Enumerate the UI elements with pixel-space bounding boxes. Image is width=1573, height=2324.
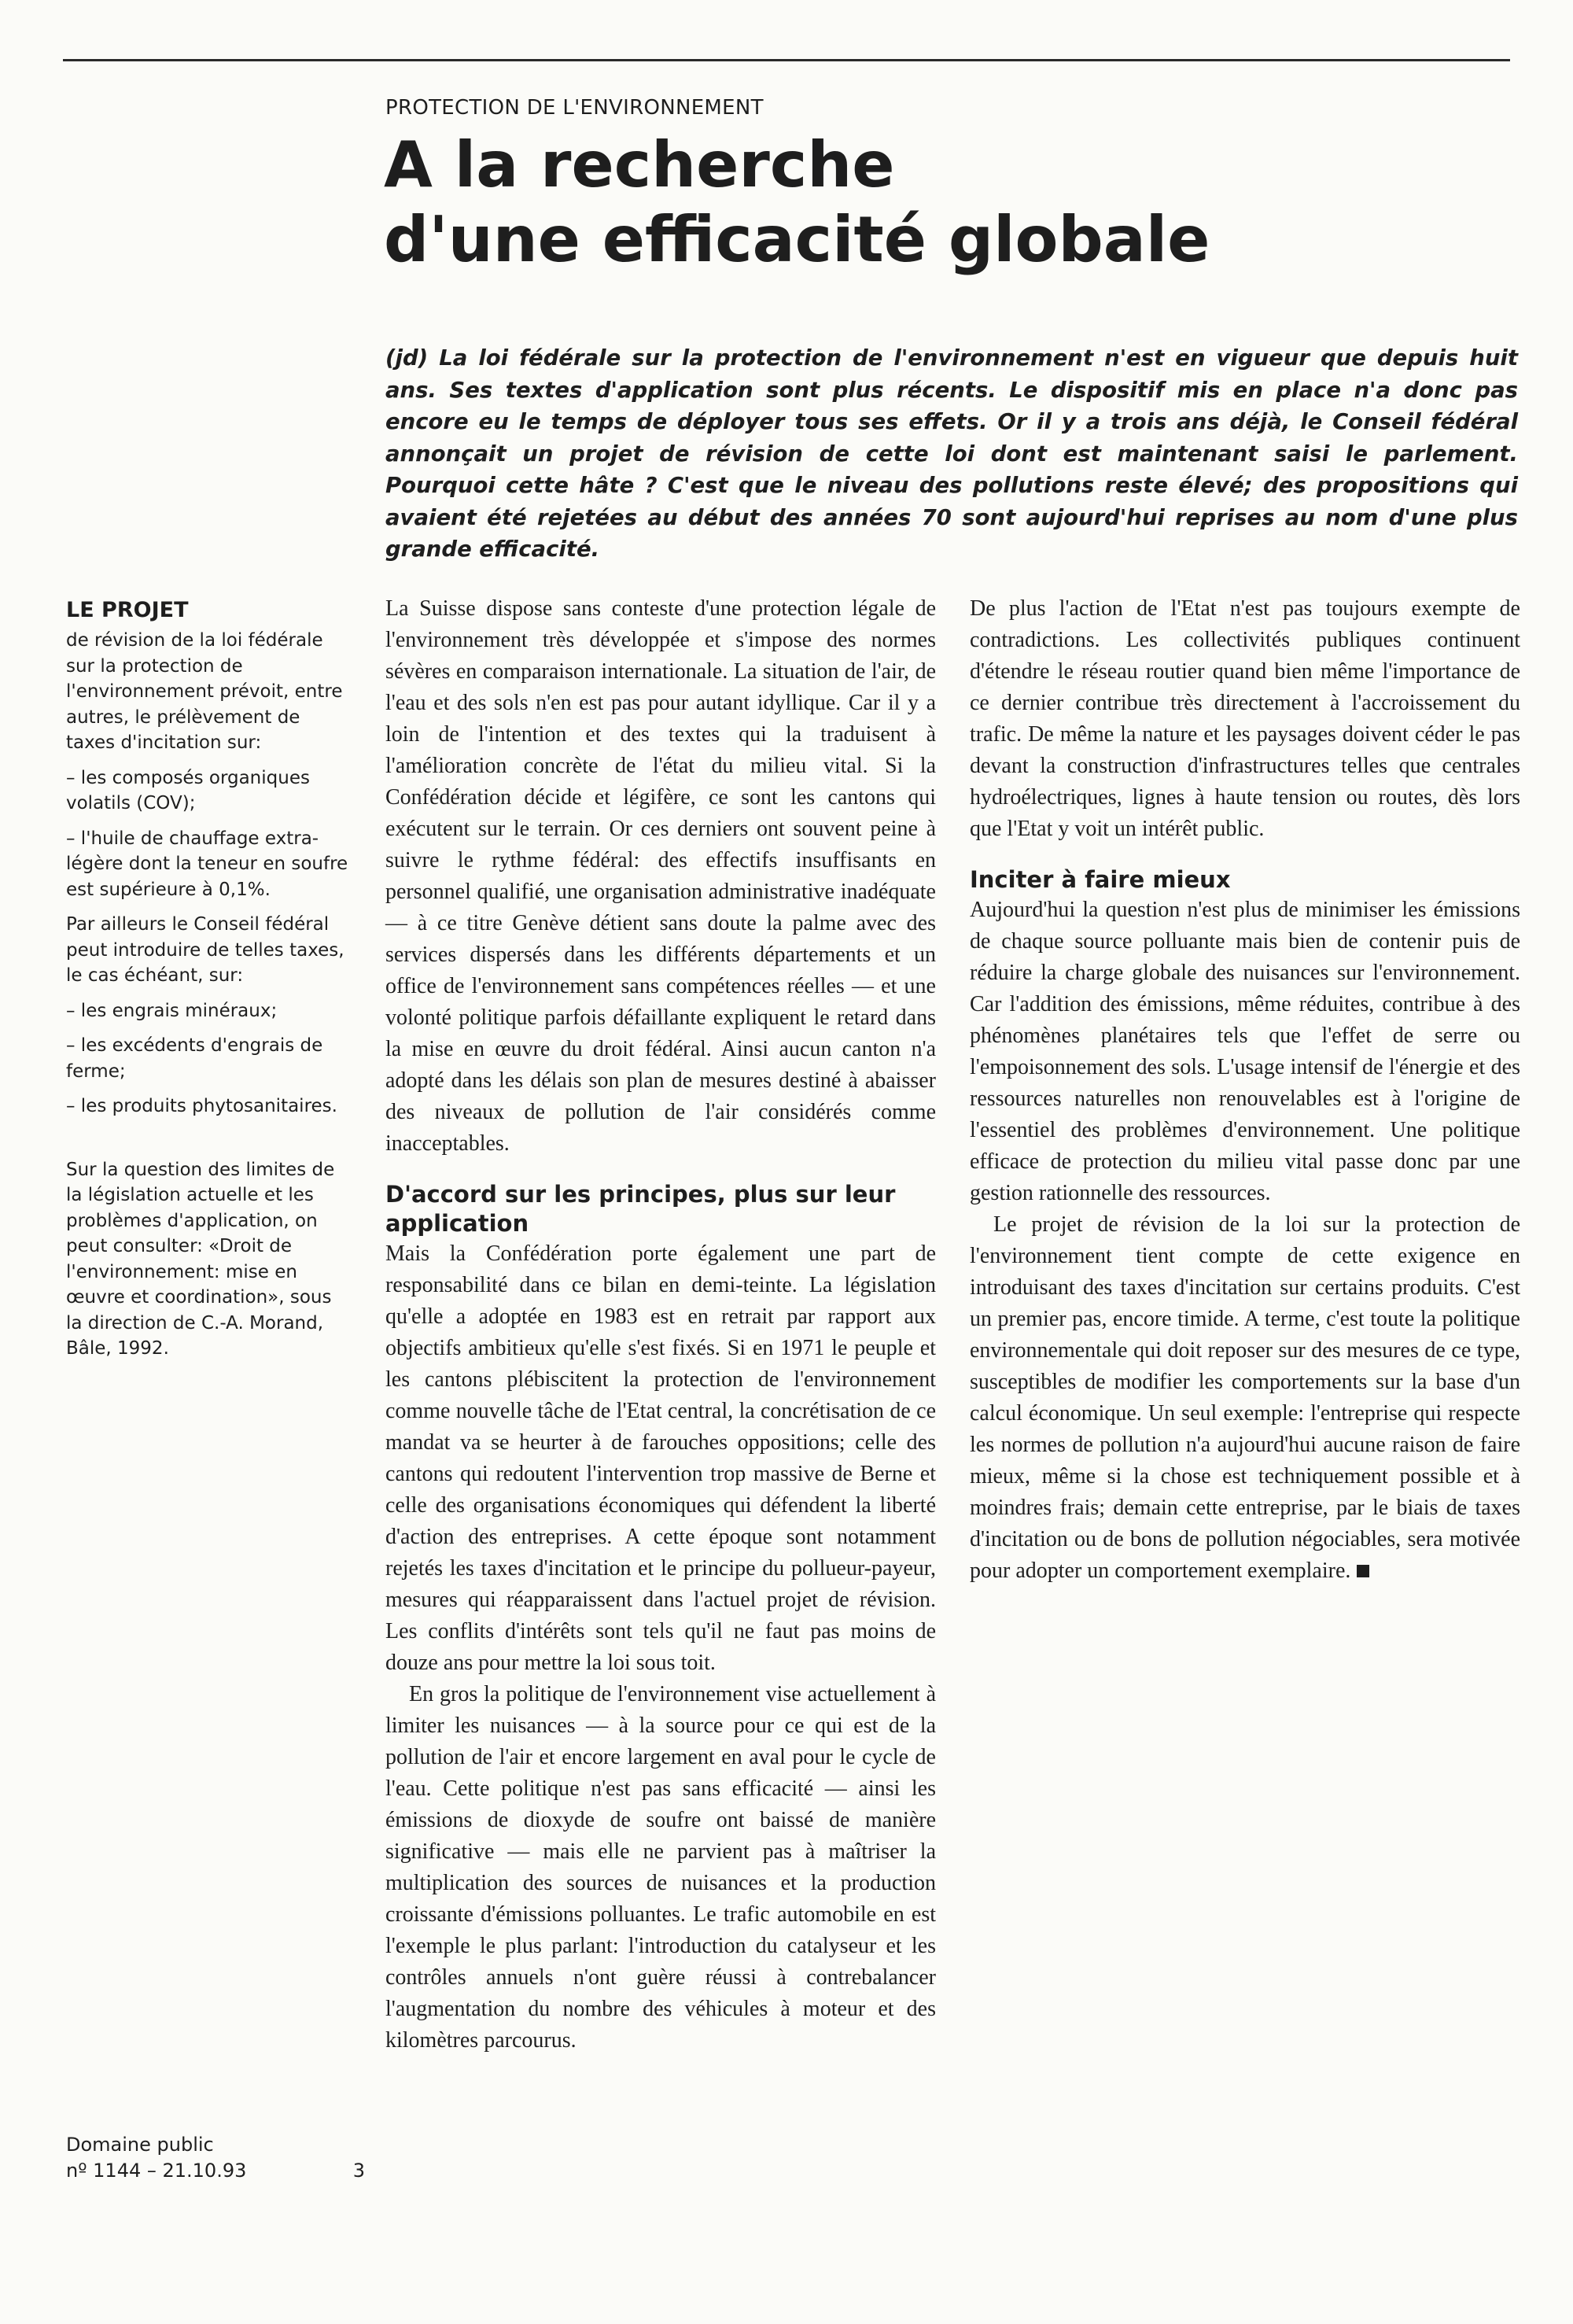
body-paragraph: En gros la politique de l'environnement vise actuellement à limiter les nuisances — à la source pour ce qui est de la pollution de l'air et encore largement en aval pour le cycle de l'eau. Cette politique n'est pas sans efficacité — ainsi les émissions de dioxyde de soufre ont baissé de manière significative — mais elle ne parvient pas à maîtriser la multiplication des sources de nuisances et la production croissante d'émissions polluantes. Le trafic automobile en est l'exemple le plus parlant: l'introduction du catalyseur et les contrôles annuels n'ont guère réussi à contrebalancer l'augmentation du nombre des véhicules à moteur et des kilomètres parcourus. bbox=[385, 1682, 936, 2053]
body-paragraph: De plus l'action de l'Etat n'est pas toujours exempte de contradictions. Les collectivités publiques continuent d'étendre le réseau routier quand bien même l'importance de ce dernier contribue très directement à l'accroissement du trafic. De même la nature et les paysages doivent céder le pas devant la construction d'infrastructures telles que centrales hydroélectriques, lignes à haute tension ou routes, dès lors que l'Etat y voit un intérêt public. bbox=[970, 596, 1520, 841]
sidebar-paragraph: Par ailleurs le Conseil fédéral peut introduire de telles taxes, le cas échéant, sur: bbox=[66, 914, 344, 986]
sidebar-intro: de révision de la loi fédérale sur la protection de l'environnement prévoit, entre autres, le prélèvement de taxes d'incitation sur: bbox=[66, 630, 343, 753]
body-paragraph: Mais la Confédération porte également une part de responsabilité dans ce bilan en demi-teinte. La législation qu'elle a adoptée en 1983 est en retrait par rapport aux objectifs ambitieux qu'elle s'est fixés. Si en 1971 le peuple et les cantons plébiscitent la protection de l'environnement comme nouvelle tâche de l'Etat central, la concrétisation de ce mandat va se heurter à de farouches oppositions; celle des cantons qui redoutent l'intervention trop massive de Berne et celle des organisations économiques qui défendent la liberté d'action des entreprises. A cette époque sont notamment rejetés les taxes d'incitation et le principe du pollueur-payeur, mesures qui réapparaissent dans l'actuel projet de révision. Les conflits d'intérêts sont tels qu'il ne faut pas moins de douze ans pour mettre la loi sous toit. bbox=[385, 1241, 936, 1675]
body-column-1 bbox=[385, 593, 936, 2057]
issue-info: nº 1144 – 21.10.93 bbox=[66, 2160, 247, 2182]
body-column-2 bbox=[970, 593, 1520, 1587]
subheading: D'accord sur les principes, plus sur leur application bbox=[385, 1181, 896, 1237]
article-title bbox=[384, 127, 1210, 277]
sidebar-list-item: – l'huile de chauffage extra-légère dont la teneur en soufre est supérieure à 0,1%. bbox=[66, 828, 348, 900]
sidebar-list-item: – les composés organiques volatils (COV); bbox=[66, 767, 310, 813]
end-of-article-mark bbox=[1357, 1565, 1369, 1577]
sidebar-list-item: – les excédents d'engrais de ferme; bbox=[66, 1035, 323, 1082]
sidebar-note: Sur la question des limites de la législation actuelle et les problèmes d'application, on peut consulter: «Droit de l'environnement: mise en œuvre et coordination», sous la direction de C.-A. Morand, Bâle, 1992. bbox=[66, 1159, 335, 1359]
section-kicker: PROTECTION DE L'ENVIRONNEMENT bbox=[385, 96, 764, 120]
title-line-1: A la recherche bbox=[384, 128, 895, 201]
subheading: Inciter à faire mieux bbox=[970, 866, 1231, 893]
page-footer bbox=[66, 2132, 365, 2184]
body-paragraph bbox=[970, 1209, 1520, 1587]
title-line-2: d'une efficacité globale bbox=[384, 203, 1210, 276]
publication-name: Domaine public bbox=[66, 2134, 214, 2156]
top-rule bbox=[63, 59, 1510, 61]
article-lead: (jd) La loi fédérale sur la protection de l'environnement n'est en vigueur que depuis huit ans. Ses textes d'application sont plus récents. Le dispositif mis en place n'a donc pas encore eu le temps de déployer tous ses effets. Or il y a trois ans déjà, le Conseil fédéral annonçait un projet de révision de cette loi dont est maintenant saisi le parlement. Pourquoi cette hâte ? C'est que le niveau des pollutions reste élevé; des propositions qui avaient été rejetées au début des années 70 sont aujourd'hui reprises au nom d'une plus grande efficacité. bbox=[385, 345, 1518, 562]
body-paragraph: Aujourd'hui la question n'est plus de minimiser les émissions de chaque source polluante mais bien de contenir puis de réduire la charge globale des nuisances sur l'environnement. Car l'addition des émissions, même réduites, contribue à des phénomènes planétaires tels que l'effet de serre ou l'empoisonnement des sols. L'usage intensif de l'énergie et des ressources naturelles non renouvelables est à l'origine de l'essentiel des problèmes d'environnement. Une politique efficace de protection du milieu vital passe donc par une gestion rationnelle des ressources. bbox=[970, 898, 1520, 1205]
sidebar-list-item: – les engrais minéraux; bbox=[66, 1000, 278, 1021]
body-paragraph: La Suisse dispose sans conteste d'une protection légale de l'environnement très développée et s'impose des normes sévères en comparaison internationale. La situation de l'air, de l'eau et des sols n'en est pas pour autant idyllique. Car il y a loin de l'intention et des textes qui la traduisent à l'amélioration concrète de l'état du milieu vital. Si la Confédération décide et légifère, ce sont les cantons qui exécutent sur le terrain. Or ces derniers ont souvent peine à suivre le rythme fédéral: des effectifs insuffisants en personnel qualifié, une organisation administrative inadéquate — à ce titre Genève détient sans doute la palme avec des services dispersés dans les différents départements et un office de l'environnement sans compétences réelles — et une volonté politique parfois défaillante expliquent le retard dans la mise en œuvre du droit fédéral. Ainsi aucun canton n'a adopté dans les délais son plan de mesures destiné à abaisser des niveaux de pollution de l'air considérés comme inacceptables. bbox=[385, 596, 936, 1156]
sidebar-list-item: – les produits phytosanitaires. bbox=[66, 1096, 337, 1116]
body-paragraph-text: Le projet de révision de la loi sur la protection de l'environnement tient compte de cette exigence en introduisant des taxes d'incitation sur certains produits. C'est un premier pas, encore timide. A terme, c'est toute la politique environnementale qui doit reposer sur des mesures de ce type, susceptibles de modifier les comportements sur la base d'un calcul économique. Un seul exemple: l'entreprise qui respecte les normes de pollution n'a aujourd'hui aucune raison de faire mieux, même si la chose est techniquement possible et à moindres frais; demain cette entreprise, par le biais de taxes d'incitation ou de bons de pollution négociables, sera motivée pour adopter un comportement exemplaire. bbox=[970, 1212, 1520, 1583]
sidebar-box bbox=[66, 596, 349, 1371]
sidebar-title: LE PROJET bbox=[66, 598, 189, 622]
page-number: 3 bbox=[352, 2160, 365, 2182]
